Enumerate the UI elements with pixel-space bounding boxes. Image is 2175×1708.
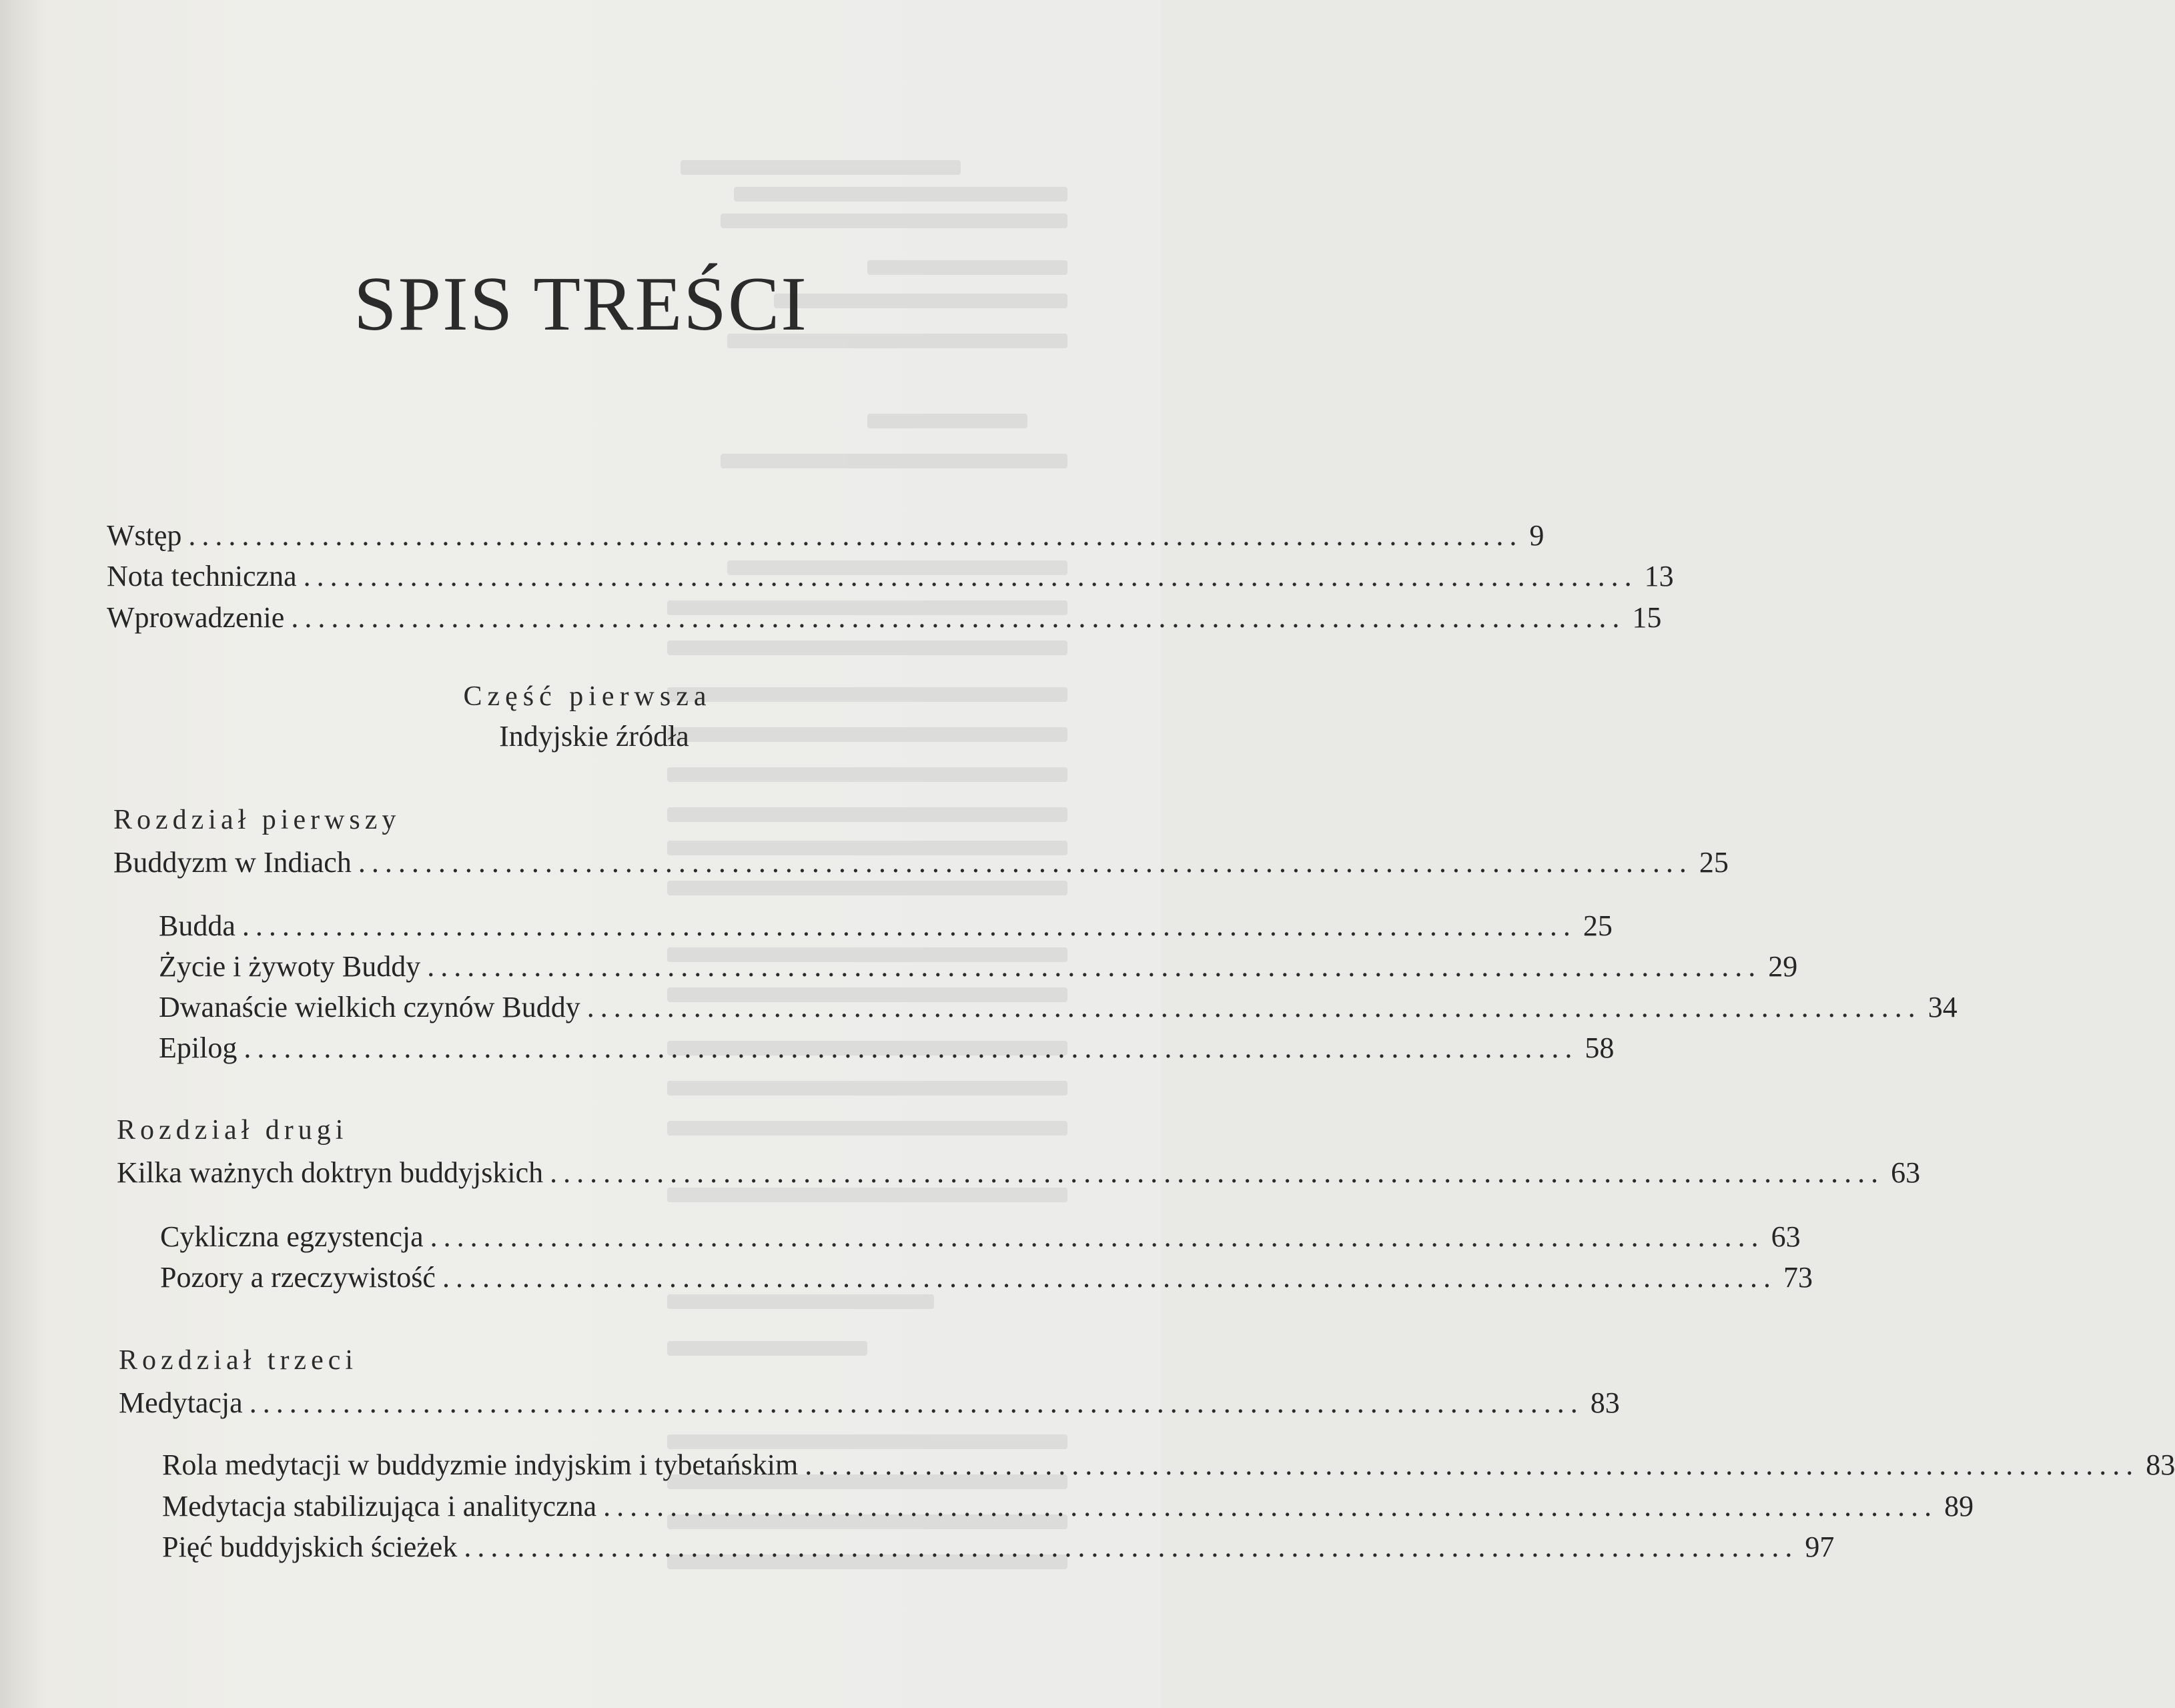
toc-entry-wprowadzenie[interactable]	[107, 599, 1662, 636]
dot-leader: ....................................................................................................	[249, 1386, 1584, 1419]
toc-section-entry[interactable]	[159, 1029, 1615, 1067]
toc-entry-label: Rola medytacji w buddyzmie indyjskim i tybetańskim	[162, 1448, 799, 1481]
toc-entry-label: Wstęp	[107, 519, 182, 552]
toc-section-entry[interactable]	[162, 1529, 1835, 1566]
toc-entry-nota-techniczna[interactable]	[107, 558, 1674, 595]
toc-chapter-title[interactable]	[117, 1154, 1921, 1192]
toc-entry-page: 58	[1585, 1031, 1615, 1064]
dot-leader: ....................................................................................................	[603, 1490, 1938, 1523]
dot-leader: ....................................................................................................	[586, 991, 1921, 1023]
dot-leader: ....................................................................................................	[242, 909, 1577, 942]
chapter-heading: Rozdział pierwszy	[113, 805, 401, 835]
dot-leader: ....................................................................................................	[358, 846, 1693, 879]
toc-entry-page: 83	[1590, 1386, 1620, 1419]
toc-chapter-title[interactable]	[113, 844, 1729, 881]
toc-entry-page: 73	[1783, 1261, 1813, 1294]
dot-leader: ....................................................................................................	[464, 1531, 1799, 1563]
toc-entry-label: Pięć buddyjskich ścieżek	[162, 1531, 458, 1563]
dot-leader: ....................................................................................................	[805, 1448, 2140, 1481]
toc-chapter-title[interactable]	[119, 1384, 1620, 1422]
toc-entry-page: 9	[1529, 519, 1545, 552]
part-heading: Część pierwsza	[463, 681, 712, 712]
page-title: SPIS TREŚCI	[354, 262, 808, 347]
toc-entry-label: Buddyzm w Indiach	[113, 846, 352, 879]
toc-entry-page: 63	[1891, 1156, 1921, 1189]
toc-entry-label: Budda	[159, 909, 236, 942]
toc-entry-page: 63	[1771, 1220, 1801, 1253]
toc-entry-page: 15	[1632, 601, 1662, 634]
toc-entry-page: 29	[1768, 950, 1798, 983]
toc-entry-label: Cykliczna egzystencja	[160, 1220, 424, 1253]
toc-entry-label: Epilog	[159, 1031, 238, 1064]
dot-leader: ....................................................................................................	[427, 950, 1762, 983]
toc-section-entry[interactable]	[160, 1218, 1801, 1256]
toc-section-entry[interactable]	[160, 1259, 1813, 1296]
dot-leader: ....................................................................................................	[303, 560, 1638, 592]
toc-entry-label: Medytacja	[119, 1386, 243, 1419]
toc-entry-label: Pozory a rzeczywistość	[160, 1261, 436, 1294]
toc-entry-wstep[interactable]	[107, 517, 1545, 554]
dot-leader: ....................................................................................................	[244, 1031, 1579, 1064]
toc-entry-label: Życie i żywoty Buddy	[159, 950, 421, 983]
toc-entry-label: Kilka ważnych doktryn buddyjskich	[117, 1156, 544, 1189]
toc-entry-page: 83	[2146, 1448, 2175, 1481]
part-title: Indyjskie źródła	[499, 720, 689, 753]
toc-entry-page: 25	[1699, 846, 1729, 879]
dot-leader: ....................................................................................................	[550, 1156, 1885, 1189]
dot-leader: ....................................................................................................	[430, 1220, 1765, 1253]
toc-section-entry[interactable]	[159, 948, 1798, 985]
toc-entry-page: 97	[1805, 1531, 1835, 1563]
toc-section-entry[interactable]	[159, 907, 1613, 945]
toc-entry-label: Nota techniczna	[107, 560, 297, 592]
toc-entry-page: 25	[1583, 909, 1613, 942]
toc-entry-page: 89	[1944, 1490, 1974, 1523]
toc-section-entry[interactable]	[162, 1488, 1974, 1525]
chapter-heading: Rozdział trzeci	[119, 1345, 358, 1376]
toc-entry-label: Wprowadzenie	[107, 601, 285, 634]
toc-entry-label: Dwanaście wielkich czynów Buddy	[159, 991, 580, 1023]
dot-leader: ....................................................................................................	[442, 1261, 1777, 1294]
toc-entry-label: Medytacja stabilizująca i analityczna	[162, 1490, 597, 1523]
toc-section-entry[interactable]	[162, 1446, 2175, 1484]
chapter-heading: Rozdział drugi	[117, 1115, 348, 1146]
toc-entry-page: 34	[1927, 991, 1958, 1023]
dot-leader: ....................................................................................................	[188, 519, 1523, 552]
dot-leader: ....................................................................................................	[291, 601, 1626, 634]
toc-section-entry[interactable]	[159, 989, 1958, 1026]
toc-entry-page: 13	[1644, 560, 1674, 592]
